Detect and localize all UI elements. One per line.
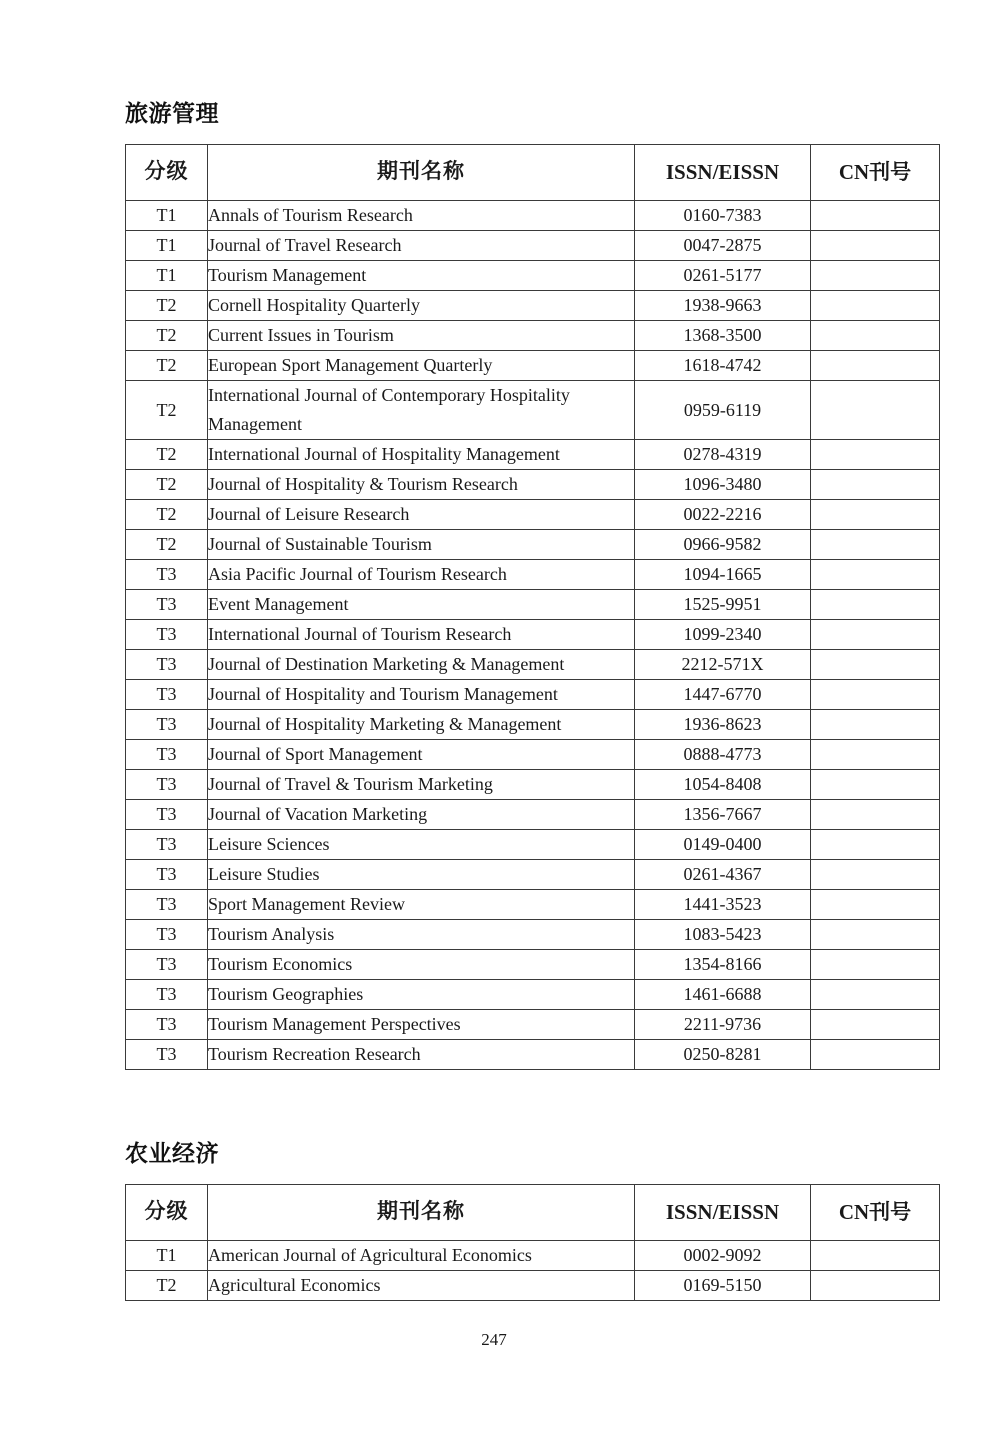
table-header (126, 1184, 940, 1240)
cell-issn: 0250-8281 (635, 1039, 811, 1069)
cell-rank: T3 (126, 769, 208, 799)
cell-cn-number (811, 1240, 940, 1270)
cell-journal-name: Current Issues in Tourism (208, 320, 635, 350)
table-row (126, 529, 940, 559)
table-row (126, 799, 940, 829)
cell-rank: T3 (126, 979, 208, 1009)
table-row (126, 679, 940, 709)
cell-journal-name: Leisure Sciences (208, 829, 635, 859)
cell-cn-number (811, 559, 940, 589)
cell-rank: T2 (126, 320, 208, 350)
cell-rank: T1 (126, 1240, 208, 1270)
cell-issn: 1368-3500 (635, 320, 811, 350)
cell-issn: 1356-7667 (635, 799, 811, 829)
cell-issn: 1525-9951 (635, 589, 811, 619)
table-row (126, 380, 940, 439)
table-body (126, 200, 940, 1069)
cell-journal-name: Annals of Tourism Research (208, 200, 635, 230)
table-row (126, 469, 940, 499)
cn-cjk: 刊号 (869, 1200, 912, 1224)
cell-journal-name: Agricultural Economics (208, 1270, 635, 1300)
cell-rank: T3 (126, 949, 208, 979)
table-row (126, 1039, 940, 1069)
cell-journal-name: Tourism Management (208, 260, 635, 290)
cell-rank: T3 (126, 1039, 208, 1069)
journal-table (125, 144, 940, 1070)
table-row (126, 559, 940, 589)
cell-journal-name: International Journal of Contemporary Hospitality Management (208, 380, 635, 439)
cell-journal-name: Journal of Hospitality Marketing & Management (208, 709, 635, 739)
cell-journal-name: Tourism Management Perspectives (208, 1009, 635, 1039)
cell-rank: T3 (126, 799, 208, 829)
cell-issn: 0002-9092 (635, 1240, 811, 1270)
cell-rank: T2 (126, 499, 208, 529)
cell-rank: T3 (126, 679, 208, 709)
cell-issn: 0149-0400 (635, 829, 811, 859)
table-row (126, 979, 940, 1009)
section-heading: 农业经济 (125, 1140, 219, 1166)
cell-issn: 2212-571X (635, 649, 811, 679)
cell-rank: T3 (126, 559, 208, 589)
cell-issn: 1938-9663 (635, 290, 811, 320)
cell-cn-number (811, 1270, 940, 1300)
cell-cn-number (811, 529, 940, 559)
cell-journal-name: European Sport Management Quarterly (208, 350, 635, 380)
cell-rank: T2 (126, 469, 208, 499)
table-row (126, 1240, 940, 1270)
cell-issn: 0966-9582 (635, 529, 811, 559)
cell-rank: T2 (126, 529, 208, 559)
table-header (126, 144, 940, 200)
column-header-journal-name: 期刊名称 (208, 1184, 635, 1240)
table-body (126, 1240, 940, 1300)
cell-rank: T3 (126, 589, 208, 619)
table-row (126, 949, 940, 979)
table-row (126, 619, 940, 649)
table-row (126, 709, 940, 739)
cell-journal-name: Asia Pacific Journal of Tourism Research (208, 559, 635, 589)
column-header-issn: ISSN/EISSN (635, 1184, 811, 1240)
table-row (126, 1009, 940, 1039)
column-header-rank: 分级 (126, 144, 208, 200)
cell-journal-name: Journal of Sustainable Tourism (208, 529, 635, 559)
section-heading: 旅游管理 (125, 100, 219, 126)
table-row (126, 499, 940, 529)
cell-issn: 1461-6688 (635, 979, 811, 1009)
cell-journal-name: Journal of Hospitality & Tourism Research (208, 469, 635, 499)
cell-rank: T1 (126, 200, 208, 230)
cell-journal-name: Tourism Economics (208, 949, 635, 979)
cell-journal-name: Journal of Travel Research (208, 230, 635, 260)
cell-journal-name: Cornell Hospitality Quarterly (208, 290, 635, 320)
cell-issn: 2211-9736 (635, 1009, 811, 1039)
table-header-row (126, 144, 940, 200)
cell-cn-number (811, 469, 940, 499)
cell-cn-number (811, 739, 940, 769)
table-row (126, 889, 940, 919)
column-header-rank: 分级 (126, 1184, 208, 1240)
table-row (126, 260, 940, 290)
cell-journal-name: Journal of Hospitality and Tourism Management (208, 679, 635, 709)
cell-rank: T3 (126, 709, 208, 739)
cell-rank: T3 (126, 829, 208, 859)
cell-issn: 0888-4773 (635, 739, 811, 769)
cell-issn: 1936-8623 (635, 709, 811, 739)
table-row (126, 589, 940, 619)
cell-issn: 1441-3523 (635, 889, 811, 919)
cell-cn-number (811, 709, 940, 739)
cell-cn-number (811, 380, 940, 439)
cell-issn: 0959-6119 (635, 380, 811, 439)
table-row (126, 1270, 940, 1300)
cell-rank: T1 (126, 230, 208, 260)
cell-cn-number (811, 1009, 940, 1039)
cell-issn: 1096-3480 (635, 469, 811, 499)
table-row (126, 290, 940, 320)
cell-cn-number (811, 260, 940, 290)
cell-journal-name: Tourism Recreation Research (208, 1039, 635, 1069)
cell-issn: 1054-8408 (635, 769, 811, 799)
cn-cjk: 刊号 (869, 160, 912, 184)
cell-journal-name: Journal of Vacation Marketing (208, 799, 635, 829)
cell-cn-number (811, 200, 940, 230)
cell-cn-number (811, 439, 940, 469)
cell-rank: T3 (126, 889, 208, 919)
cell-cn-number (811, 350, 940, 380)
cell-cn-number (811, 649, 940, 679)
cell-cn-number (811, 769, 940, 799)
table-row (126, 829, 940, 859)
cell-journal-name: Tourism Analysis (208, 919, 635, 949)
cell-journal-name: Tourism Geographies (208, 979, 635, 1009)
column-header-journal-name: 期刊名称 (208, 144, 635, 200)
journal-table (125, 1184, 940, 1301)
table-row (126, 320, 940, 350)
section-tourism-management (125, 100, 939, 1070)
table-row (126, 919, 940, 949)
cell-rank: T2 (126, 439, 208, 469)
cell-cn-number (811, 230, 940, 260)
cell-rank: T2 (126, 290, 208, 320)
cell-rank: T3 (126, 619, 208, 649)
cell-journal-name: Journal of Travel & Tourism Marketing (208, 769, 635, 799)
cell-issn: 1094-1665 (635, 559, 811, 589)
cell-journal-name: Journal of Destination Marketing & Management (208, 649, 635, 679)
cell-cn-number (811, 919, 940, 949)
cell-cn-number (811, 1039, 940, 1069)
cell-rank: T2 (126, 1270, 208, 1300)
cell-rank: T3 (126, 859, 208, 889)
table-row (126, 350, 940, 380)
cell-issn: 0169-5150 (635, 1270, 811, 1300)
cell-journal-name: International Journal of Tourism Research (208, 619, 635, 649)
cn-latin: CN (838, 159, 870, 184)
cell-rank: T1 (126, 260, 208, 290)
table-row (126, 439, 940, 469)
page-number: 247 (481, 1330, 507, 1349)
cell-issn: 0047-2875 (635, 230, 811, 260)
cell-issn: 1099-2340 (635, 619, 811, 649)
cell-rank: T2 (126, 350, 208, 380)
cell-journal-name: Sport Management Review (208, 889, 635, 919)
table-row (126, 649, 940, 679)
cell-cn-number (811, 829, 940, 859)
cell-cn-number (811, 320, 940, 350)
cell-cn-number (811, 619, 940, 649)
table-header-row (126, 1184, 940, 1240)
cell-rank: T2 (126, 380, 208, 439)
cell-rank: T3 (126, 1009, 208, 1039)
cn-latin: CN (838, 1199, 870, 1224)
cell-cn-number (811, 589, 940, 619)
column-header-cn-number (811, 1184, 940, 1240)
cell-journal-name: Journal of Leisure Research (208, 499, 635, 529)
cell-journal-name: Journal of Sport Management (208, 739, 635, 769)
cell-journal-name: International Journal of Hospitality Management (208, 439, 635, 469)
table-row (126, 769, 940, 799)
cell-cn-number (811, 859, 940, 889)
column-header-cn-number (811, 144, 940, 200)
cell-issn: 0261-5177 (635, 260, 811, 290)
cell-cn-number (811, 889, 940, 919)
cell-journal-name: Leisure Studies (208, 859, 635, 889)
cell-issn: 0261-4367 (635, 859, 811, 889)
section-agricultural-economics (125, 1140, 939, 1301)
table-row (126, 739, 940, 769)
table-row (126, 230, 940, 260)
table-row (126, 859, 940, 889)
column-header-issn: ISSN/EISSN (635, 144, 811, 200)
cell-issn: 1618-4742 (635, 350, 811, 380)
cell-rank: T3 (126, 919, 208, 949)
cell-cn-number (811, 499, 940, 529)
cell-cn-number (811, 979, 940, 1009)
table-row (126, 200, 940, 230)
cell-cn-number (811, 679, 940, 709)
cell-journal-name: Event Management (208, 589, 635, 619)
cell-rank: T3 (126, 649, 208, 679)
cell-cn-number (811, 949, 940, 979)
cell-issn: 0278-4319 (635, 439, 811, 469)
cell-issn: 1083-5423 (635, 919, 811, 949)
cell-cn-number (811, 290, 940, 320)
cell-issn: 0160-7383 (635, 200, 811, 230)
cell-issn: 1354-8166 (635, 949, 811, 979)
cell-issn: 1447-6770 (635, 679, 811, 709)
cell-rank: T3 (126, 739, 208, 769)
cell-issn: 0022-2216 (635, 499, 811, 529)
cell-cn-number (811, 799, 940, 829)
cell-journal-name: American Journal of Agricultural Economics (208, 1240, 635, 1270)
